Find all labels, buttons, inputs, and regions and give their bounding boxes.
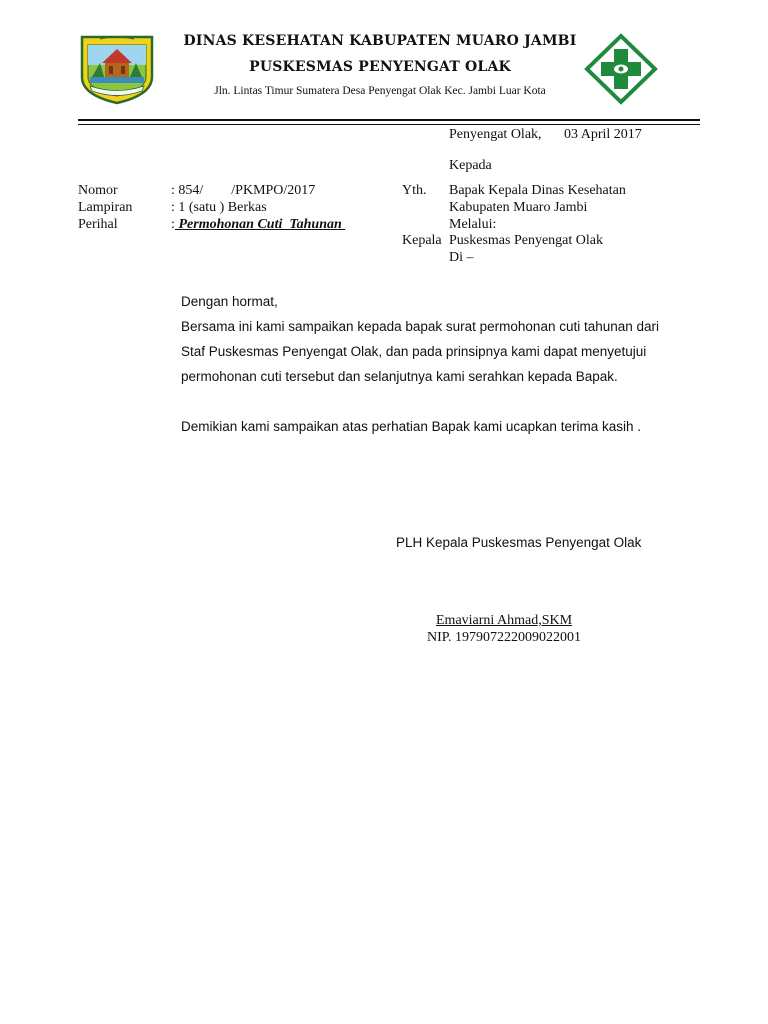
recipient-line5: Di –: [449, 250, 474, 265]
recipient-line2: Kabupaten Muaro Jambi: [449, 200, 588, 215]
body-line2: Staf Puskesmas Penyengat Olak, dan pada prinsipnya kami dapat menyetujui: [181, 344, 647, 359]
puskesmas-name: PUSKESMAS PENYENGAT OLAK: [249, 59, 511, 75]
signatory-position: PLH Kepala Puskesmas Penyengat Olak: [396, 535, 642, 550]
yth-label: Yth.: [402, 183, 427, 198]
perihal-colon: :: [171, 217, 175, 232]
perihal-label: Perihal: [78, 217, 118, 232]
recipient-line3: Melalui:: [449, 217, 497, 232]
perihal-value: Permohonan Cuti Tahunan: [175, 217, 346, 232]
lampiran-value: : 1 (satu ) Berkas: [171, 200, 267, 215]
body-line3: permohonan cuti tersebut dan selanjutnya kami serahkan kepada Bapak.: [181, 369, 618, 384]
header-rule-thin: [78, 124, 700, 125]
recipient-line1: Bapak Kepala Dinas Kesehatan: [449, 183, 626, 198]
puskesmas-green-cross-logo: [583, 33, 659, 105]
nomor-label: Nomor: [78, 183, 118, 198]
salutation: Dengan hormat,: [181, 294, 278, 309]
body-line1: Bersama ini kami sampaikan kepada bapak surat permohonan cuti tahunan dari: [181, 319, 660, 334]
date: 03 April 2017: [564, 127, 642, 142]
muaro-jambi-regency-emblem: [78, 33, 156, 105]
lampiran-label: Lampiran: [78, 200, 133, 215]
address: Jln. Lintas Timur Sumatera Desa Penyengat Olak Kec. Jambi Luar Kota: [214, 85, 546, 97]
recipient-line4-prefix: Kepala: [402, 233, 442, 248]
header-rule-thick: [78, 119, 700, 121]
place: Penyengat Olak,: [449, 127, 542, 142]
kepada-label: Kepada: [449, 158, 492, 173]
signatory-name: Emaviarni Ahmad,SKM: [436, 613, 573, 628]
signatory-nip: NIP. 197907222009022001: [427, 630, 582, 645]
closing: Demikian kami sampaikan atas perhatian Bapak kami ucapkan terima kasih .: [181, 419, 641, 434]
recipient-line4: Puskesmas Penyengat Olak: [449, 233, 603, 248]
nomor-value: : 854/ /PKMPO/2017: [171, 183, 316, 198]
agency-name: DINAS KESEHATAN KABUPATEN MUARO JAMBI: [183, 33, 577, 49]
